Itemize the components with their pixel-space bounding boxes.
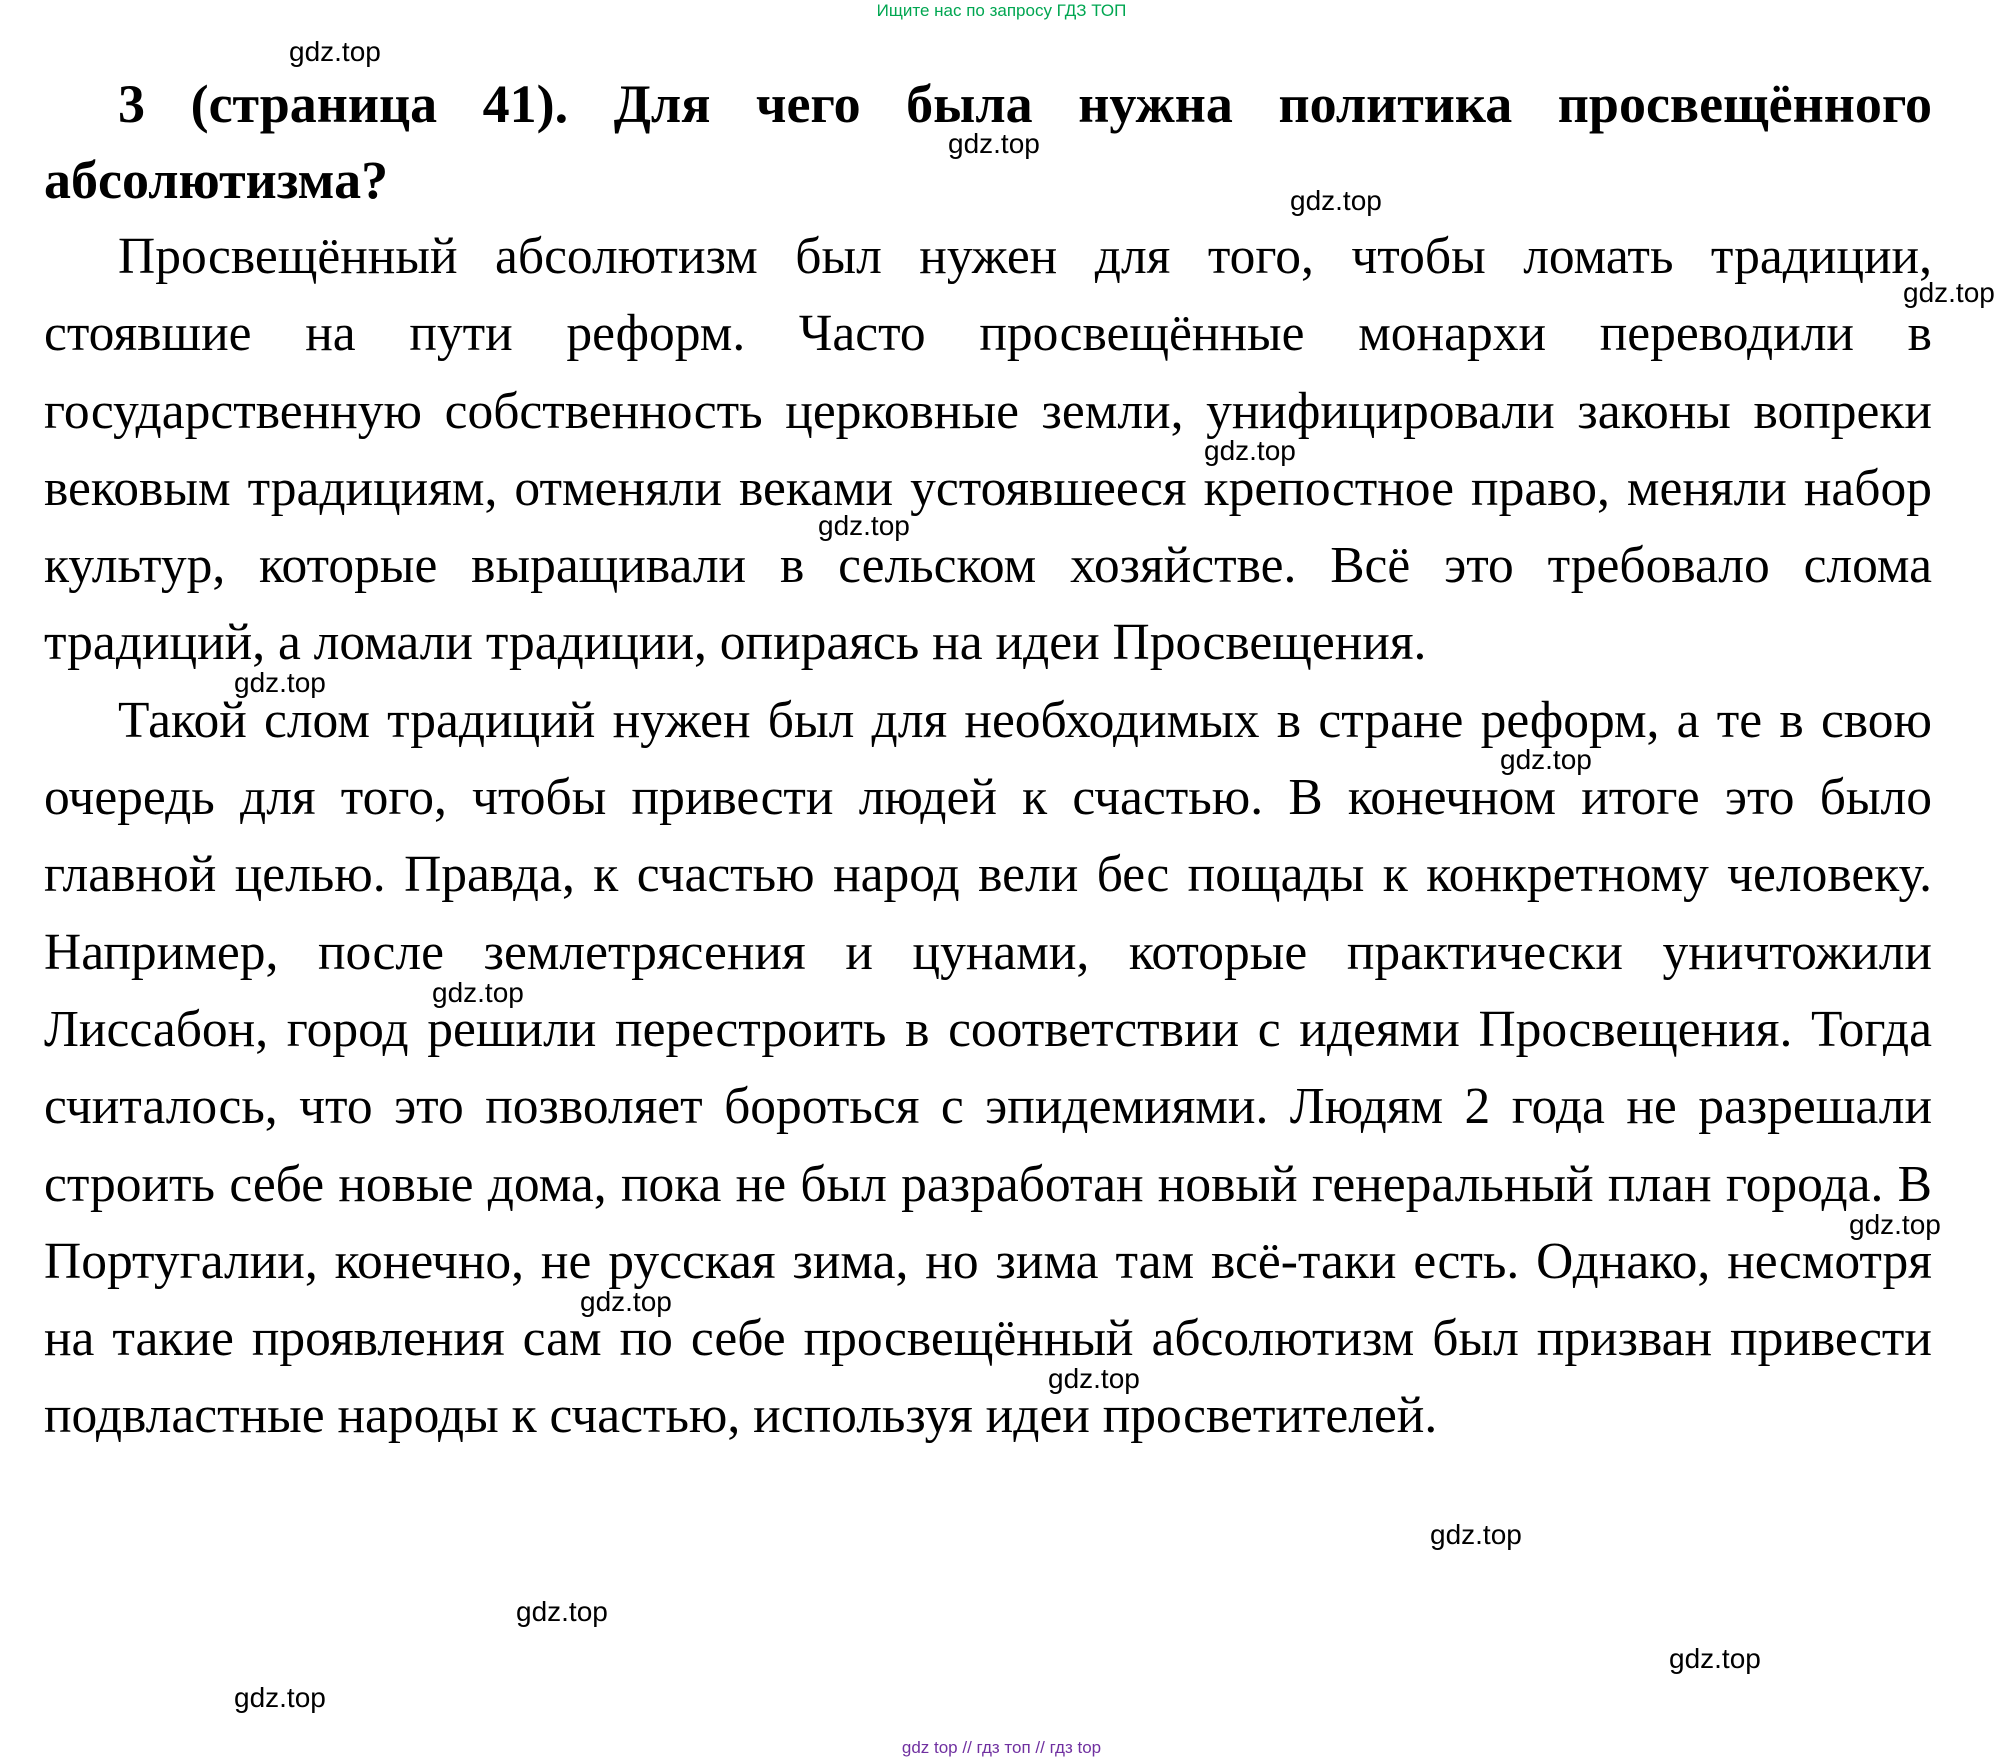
watermark: gdz.top xyxy=(289,36,381,67)
document-body xyxy=(44,66,1932,1455)
footer-separator: // xyxy=(962,1738,972,1757)
footer-link[interactable]: гдз top xyxy=(1049,1738,1102,1757)
watermark: gdz.top xyxy=(1903,277,1995,308)
watermark: gdz.top xyxy=(818,510,910,541)
answer-paragraph-2: Такой слом традиций нужен был для необходимых в стране реформ, а те в свою очередь для того, чтобы привести людей к счастью. В конечном итоге это было главной целью. Правда, к счастью народ вели бес пощады к конкретному человеку. Например, после землетрясения и цунами, которые практически уничтожили Лиссабон, город решили перестроить в соответствии с идеями Просвещения. Тогда считалось, что это позволяет бороться с эпидемиями. Людям 2 года не разрешали строить себе новые дома, пока не был разработан новый генеральный план города. В Португалии, конечно, не русская зима, но зима там всё-таки есть. Однако, несмотря на такие проявления сам по себе просвещённый абсолютизм был призван привести подвластные народы к счастью, используя идеи просветителей. xyxy=(44,691,1932,1445)
footer-separator: // xyxy=(1035,1738,1045,1757)
question-title: 3 (страница 41). Для чего была нужна политика просвещённого абсолютизма? xyxy=(44,74,1932,210)
footer-link[interactable]: gdz top xyxy=(901,1738,958,1757)
watermark: gdz.top xyxy=(580,1286,672,1317)
watermark: gdz.top xyxy=(948,128,1040,159)
watermark: gdz.top xyxy=(1669,1643,1761,1674)
watermark: gdz.top xyxy=(1204,435,1296,466)
watermark: gdz.top xyxy=(1290,185,1382,216)
top-banner-link[interactable]: Ищите нас по запросу ГДЗ ТОП xyxy=(876,1,1127,20)
footer-links xyxy=(0,1738,2003,1758)
watermark: gdz.top xyxy=(234,1682,326,1713)
watermark: gdz.top xyxy=(234,667,326,698)
watermark: gdz.top xyxy=(1048,1363,1140,1394)
watermark: gdz.top xyxy=(1430,1519,1522,1550)
watermark: gdz.top xyxy=(1849,1209,1941,1240)
answer-paragraph-1: Просвещённый абсолютизм был нужен для того, чтобы ломать традиции, стоявшие на пути реформ. Часто просвещённые монархи переводили в государственную собственность церковные земли, унифицировали законы вопреки вековым традициям, отменяли веками устоявшееся крепостное право, меняли набор культур, которые выращивали в сельском хозяйстве. Всё это требовало слома традиций, а ломали традиции, опираясь на идеи Просвещения. xyxy=(44,228,1932,672)
watermark: gdz.top xyxy=(516,1596,608,1627)
watermark: gdz.top xyxy=(432,977,524,1008)
footer-link[interactable]: гдз топ xyxy=(976,1738,1031,1757)
watermark: gdz.top xyxy=(1500,744,1592,775)
